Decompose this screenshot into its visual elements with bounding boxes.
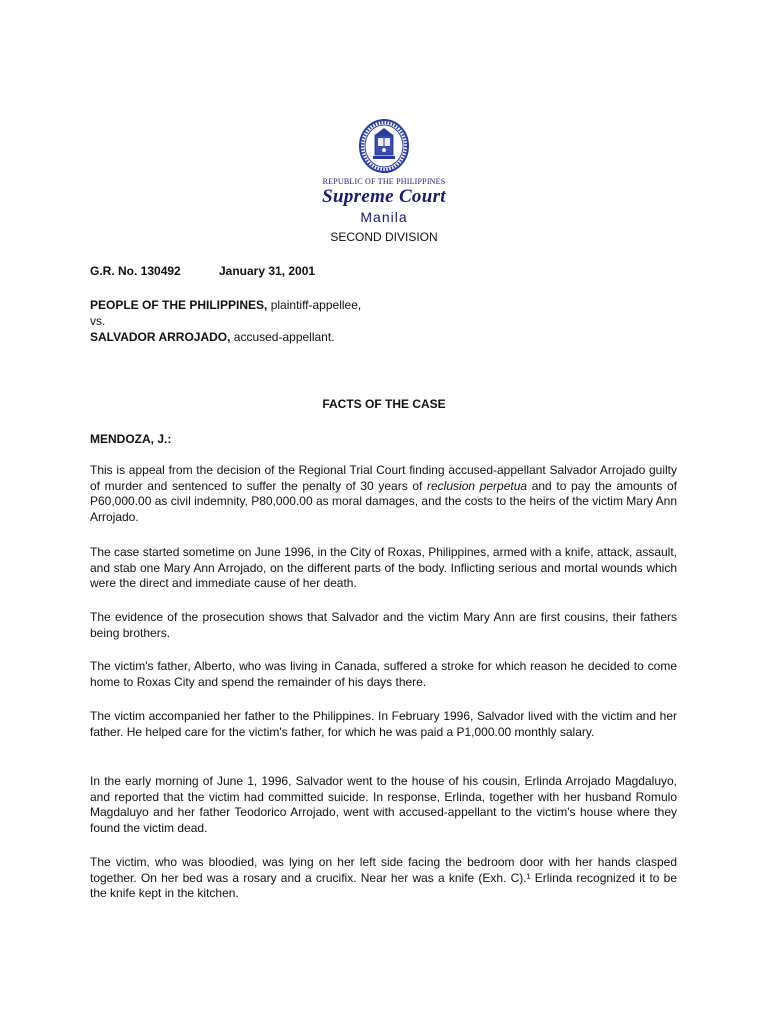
- plaintiff-role: plaintiff-appellee,: [267, 298, 362, 312]
- republic-heading: REPUBLIC OF THE PHILIPPINES: [322, 177, 446, 186]
- versus-line: vs.: [90, 314, 106, 328]
- paragraph-6: In the early morning of June 1, 1996, Salvador went to the house of his cousin, Erlinda Arrojado Magdaluyo, and reported that the victim had committed suicide. In response, Erlinda, together with her husband Romulo Magdaluyo and her father Teodorico Arrojado, went with accused-appellant to the victim's house where they found the victim dead.: [90, 774, 677, 835]
- plaintiff-name: PEOPLE OF THE PHILIPPINES,: [90, 298, 268, 312]
- case-number: G.R. No. 130492: [90, 264, 181, 278]
- ponente-label: MENDOZA, J.:: [90, 432, 172, 446]
- paragraph-2: The case started sometime on June 1996, in the City of Roxas, Philippines, armed with a knife, attack, assault, and stab one Mary Ann Arrojado, on the different parts of the body. Inflicting serious and mortal wounds which were the direct and immediate cause of her death.: [90, 545, 677, 590]
- paragraph-7: The victim, who was bloodied, was lying on her left side facing the bedroom door with her hands clasped together. On her bed was a rosary and a crucifix. Near her was a knife (Exh. C).¹ Erlinda recognized it to be the knife kept in the kitchen.: [90, 855, 677, 900]
- division-heading: SECOND DIVISION: [330, 230, 438, 244]
- paragraph-1-text-b: and to pay the amounts of P60,000.00 as civil indemnity, P80,000.00 as moral damages, and the costs to the heirs of the victim Mary Ann Arrojado.: [90, 478, 678, 524]
- plaintiff-line: [90, 298, 361, 312]
- paragraph-1-italic: reclusion perpetua: [427, 478, 528, 493]
- case-line: [90, 264, 316, 278]
- accused-line: [90, 330, 335, 344]
- paragraph-1: [90, 463, 677, 525]
- section-title: FACTS OF THE CASE: [322, 397, 446, 411]
- city-heading: Manila: [360, 209, 408, 225]
- paragraph-3: The evidence of the prosecution shows that Salvador and the victim Mary Ann are first cousins, their fathers being brothers.: [90, 610, 677, 640]
- paragraph-1-text-a: This is appeal from the decision of the Regional Trial Court finding accused-appellant Salvador Arrojado guilty of murder and sentenced to suffer the penalty of 30 years of: [90, 463, 677, 493]
- supreme-court-seal-icon: [358, 118, 410, 174]
- case-date: January 31, 2001: [219, 264, 316, 278]
- paragraph-5: The victim accompanied her father to the Philippines. In February 1996, Salvador lived with the victim and her father. He helped care for the victim's father, for which he was paid a P1,000.00 monthly salary.: [90, 709, 677, 739]
- paragraph-4: The victim's father, Alberto, who was living in Canada, suffered a stroke for which reason he decided to come home to Roxas City and spend the remainder of his days there.: [90, 659, 677, 689]
- accused-name: SALVADOR ARROJADO,: [90, 330, 231, 344]
- court-name-heading: Supreme Court: [322, 186, 446, 207]
- accused-role: accused-appellant.: [230, 330, 335, 344]
